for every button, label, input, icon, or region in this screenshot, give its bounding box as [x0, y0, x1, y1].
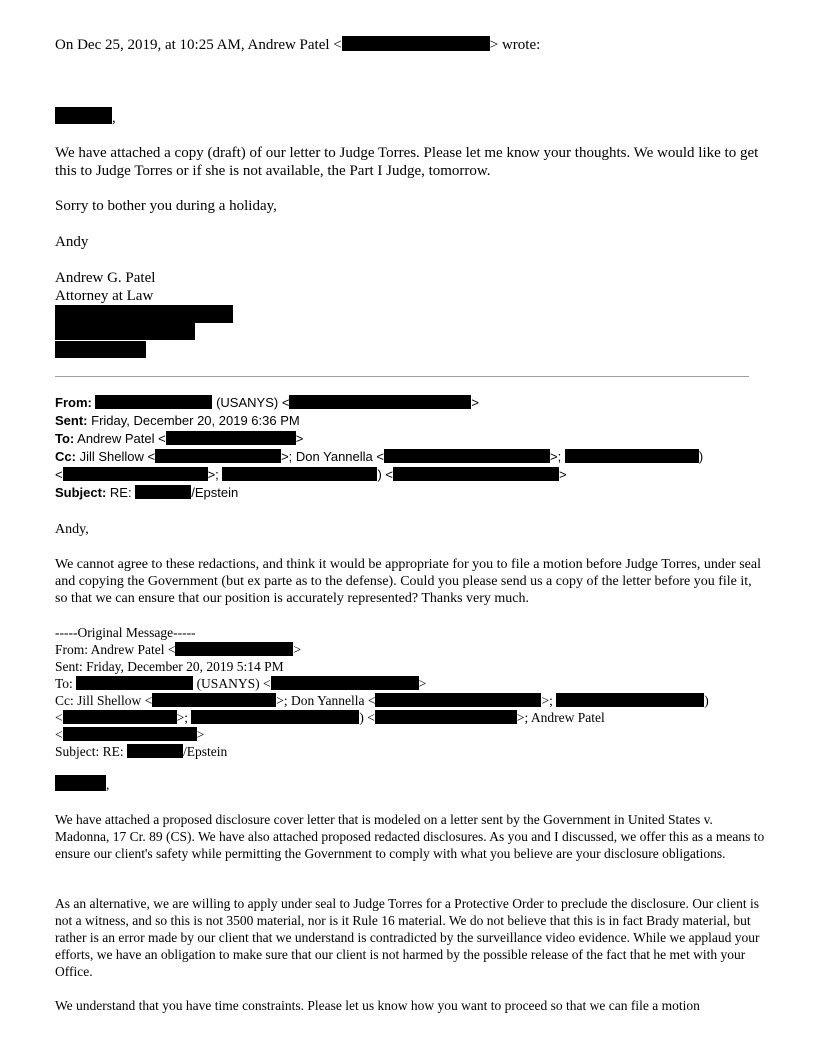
redaction	[55, 323, 195, 340]
orig-sent: Sent: Friday, December 20, 2019 5:14 PM	[55, 659, 284, 674]
redaction	[289, 395, 471, 409]
redaction	[393, 467, 559, 481]
original-message-marker: -----Original Message-----	[55, 625, 196, 640]
cc-text: >	[196, 727, 205, 742]
separator	[55, 376, 749, 377]
cc-text: >;	[176, 710, 188, 725]
email-cc-continued	[55, 466, 567, 484]
message-paragraph: We have attached a copy (draft) of our letter to Judge Torres. Please let me know your thoughts. We would like to get this to Judge Torres or if she is not available, the Part I Judge, tomorrow.	[55, 145, 759, 179]
orig-to	[55, 675, 426, 692]
signature-name: Andrew G. Patel	[55, 270, 156, 286]
from-value: From: Andrew Patel <	[55, 642, 176, 657]
redaction	[191, 710, 359, 724]
email-greeting: Andy,	[55, 522, 89, 537]
email-body: We cannot agree to these redactions, and think it would be appropriate for you to file a motion before Judge Torres, under seal and copying the Government (but ex parte as to the defense). Could you please send us a copy of the letter before you file it, so that we can ensure that our position is accurately represented? Thanks very much.	[55, 557, 761, 606]
orig-paragraph: We have attached a proposed disclosure cover letter that is modeled on a letter sent by the Government in United States v. Madonna, 17 Cr. 89 (CS). We have also attached proposed redacted disclosures. As you and I discussed, we offer this as a means to ensure our client's safety while permitting the Government to comply with what you believe are your disclosure obligations.	[55, 812, 765, 861]
cc-label: Cc:	[55, 449, 76, 464]
redaction	[55, 775, 106, 791]
redaction	[63, 710, 177, 724]
subject-label: Subject:	[55, 485, 107, 500]
redaction	[375, 710, 517, 724]
redaction	[375, 693, 541, 707]
cc-text: )	[698, 449, 704, 464]
bracket: >	[418, 676, 427, 691]
email-cc	[55, 448, 703, 466]
cc-text: <	[55, 467, 63, 482]
orig-subject	[55, 743, 227, 760]
cc-text: Jill Shellow <	[79, 449, 156, 464]
subject-text: /Epstein	[191, 485, 239, 500]
greeting-line	[55, 107, 116, 127]
redaction	[166, 431, 296, 445]
redaction	[95, 395, 212, 409]
redaction	[222, 467, 377, 481]
cc-text: >; Don Yannella <	[276, 693, 376, 708]
orig-from	[55, 641, 301, 658]
redaction	[342, 36, 490, 51]
redaction	[152, 693, 276, 707]
to-value: Andrew Patel <	[77, 431, 166, 446]
bracket: >	[471, 395, 480, 410]
cc-text: >;	[541, 693, 553, 708]
orig-paragraph: We understand that you have time constraints. Please let us know how you want to proceed so that we can file a motion	[55, 998, 700, 1013]
email-subject	[55, 484, 238, 502]
bracket: >	[295, 431, 304, 446]
cc-text: >;	[549, 449, 562, 464]
cc-text: ) <	[359, 710, 375, 725]
redaction	[155, 449, 281, 463]
redaction	[556, 693, 704, 707]
cc-text: <	[55, 727, 63, 742]
redaction	[63, 727, 197, 741]
signoff: Andy	[55, 234, 89, 250]
from-label: From:	[55, 395, 92, 410]
redaction	[55, 341, 146, 358]
cc-text: >; Don Yannella <	[281, 449, 384, 464]
redaction	[175, 642, 293, 656]
to-org: (USANYS) <	[196, 676, 271, 691]
orig-cc-continued	[55, 726, 204, 743]
email-from	[55, 394, 479, 412]
cc-text: >	[558, 467, 567, 482]
email-sent	[55, 412, 300, 430]
from-org: (USANYS) <	[216, 395, 290, 410]
subject-text: RE:	[109, 485, 132, 500]
redaction	[55, 107, 112, 124]
bracket: >	[293, 642, 302, 657]
cc-text: >; Andrew Patel	[516, 710, 605, 725]
message-paragraph: Sorry to bother you during a holiday,	[55, 198, 277, 214]
orig-cc	[55, 692, 709, 709]
sent-label: Sent:	[55, 413, 88, 428]
sent-value: Friday, December 20, 2019 6:36 PM	[91, 413, 300, 428]
greeting-comma: ,	[106, 777, 110, 792]
redaction	[271, 676, 419, 690]
signature-title: Attorney at Law	[55, 288, 154, 304]
subject-text: /Epstein	[183, 744, 228, 759]
subject-text: Subject: RE:	[55, 744, 124, 759]
redaction	[384, 449, 550, 463]
redaction	[55, 305, 233, 323]
cc-text: ) <	[377, 467, 393, 482]
to-label: To:	[55, 676, 73, 691]
redaction	[127, 744, 183, 758]
redaction	[135, 485, 191, 499]
redaction	[565, 449, 699, 463]
intro-line	[55, 36, 540, 54]
cc-text: <	[55, 710, 63, 725]
orig-paragraph: As an alternative, we are willing to apply under seal to Judge Torres for a Protective Order to preclude the disclosure. Our client is not a witness, and so this is not 3500 material, nor is it Rule 16 material. We do not believe that this is in fact Brady material, but rather is an error made by our client that we understand is contradicted by the surveillance video evidence. While we applaud your efforts, we have an obligation to make sure that our client is not harmed by the possible release of the fact that he met with your Office.	[55, 896, 760, 979]
redaction	[76, 676, 193, 690]
intro-prefix: On Dec 25, 2019, at 10:25 AM, Andrew Patel <	[55, 37, 342, 53]
to-label: To:	[55, 431, 75, 446]
orig-greeting	[55, 775, 109, 793]
cc-text: Cc: Jill Shellow <	[55, 693, 153, 708]
redaction	[63, 467, 208, 481]
cc-text: >;	[207, 467, 219, 482]
orig-cc-continued	[55, 709, 605, 726]
email-to	[55, 430, 303, 448]
greeting-comma: ,	[112, 110, 116, 126]
intro-suffix: > wrote:	[489, 37, 541, 53]
cc-text: )	[704, 693, 709, 708]
